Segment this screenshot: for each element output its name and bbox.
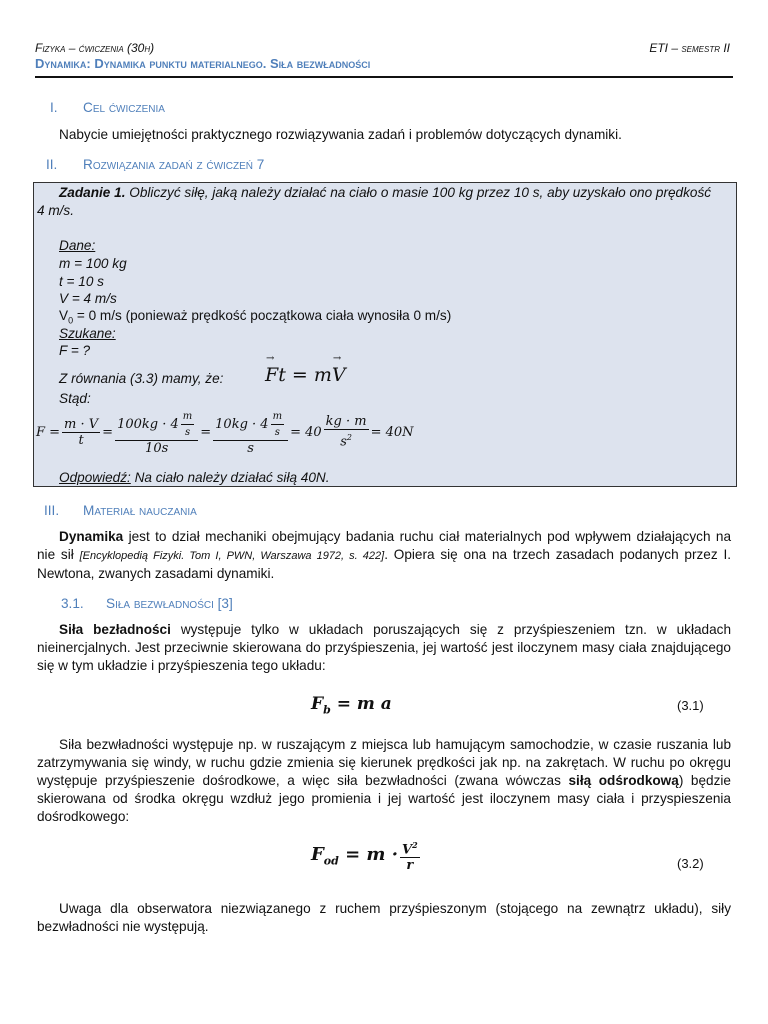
dynamics-reference: [Encyklopedią Fizyki. Tom I, PWN, Warszawa 1972, s. 422] [79,550,385,562]
answer-label: Odpowiedź: [59,470,131,485]
equation-3-2: $F_{od} = m$ · $\frac{V^2}{r}$ [311,840,418,874]
dynamics-paragraph [37,528,731,583]
inertial-force-text: występuje tylko w układach poruszających się z przyśpieszeniem tzn. w układach nieinercjalnych. Jest przeciwnie skierowana do przyśpieszenia, jej wartość jest iloczynem masy ciała znajdującego się w tym układzie i przyśpieszenia tego układu: [37,622,732,673]
equation-3-1: $F_b = m$ a [311,694,392,717]
task-text-1: Obliczyć siłę, jaką należy działać na ciało o masie 100 kg przez 10 s, aby uzyskało ono prędkość [129,185,712,200]
v0-subscript: 0 [68,315,74,326]
task-text-2: 4 m/s. [37,203,75,218]
centrifugal-text-a: Siła bezwładności występuje np. w ruszającym z miejsca lub hamującym samochodzie, w czasie ruszania lub zatrzymywania się windy, w ruchu gdzie zmienia się kierunek prędkości jak np. na zakrętach. W ruchu po okręgu występuje przyśpieszenie dośrodkowe, a więc siła bezwładności (zwana wówczas [37,737,731,788]
given-velocity: V = 4 m/s [59,291,117,306]
header-rule [35,76,733,78]
dynamics-text-b: . Opiera się ona na trzech zasadach podanych przez I. Newtona, zwanych zasadami dynamiki. [37,547,731,581]
momentum-equation: → Ft = m→ V [265,364,346,386]
given-initial-velocity [59,308,451,326]
given-time: t = 10 s [59,274,104,289]
inertial-force-term: Siła bezładności [59,622,171,637]
observer-note: Uwaga dla obserwatora niezwiązanego z ruchem przyśpieszonym (stojącego na zewnątrz układu), siły bezwładności nie występują. [37,901,731,934]
subsection-3-1-number: 3.1. [61,596,84,611]
header-right: ETI – semestr II [649,41,730,55]
section-3-title: Materiał nauczania [83,503,197,518]
task-label: Zadanie 1. [59,185,126,200]
v0-symbol: V [59,308,69,323]
section-2-title: Rozwiązania zadań z ćwiczeń 7 [83,157,265,172]
dynamics-text-a: jest to dział mechaniki obejmujący badania ruchu ciał materialnych pod wpływem działających na nie sił [37,529,731,562]
inertial-force-paragraph [37,621,731,675]
section-1-title: Cel ćwiczenia [83,100,165,115]
centrifugal-term: siłą odśrodkową [568,773,679,788]
equation-3-2-number: (3.2) [677,856,704,871]
sought-label: Szukane: [59,326,116,341]
section-2-number: II. [46,157,58,172]
answer-text: Na ciało należy działać siłą 40N. [130,470,330,485]
header-course: Fizyka – ćwiczenia (30h) [35,41,155,55]
given-mass: m = 100 kg [59,256,127,271]
task-statement [59,185,734,200]
sought-value: F = ? [59,343,91,358]
given-label: Dane: [59,238,96,253]
section-1-text: Nabycie umiejętności praktycznego rozwiązywania zadań i problemów dotyczących dynamiki. [59,127,622,142]
section-3-number: III. [44,503,60,518]
answer [59,470,330,485]
centrifugal-paragraph [37,736,731,826]
equation-3-1-number: (3.1) [677,698,704,713]
header-topic: Dynamika: Dynamika punktu materialnego. Siła bezwładności [35,56,371,71]
hence-text: Stąd: [59,391,91,406]
centrifugal-text-b: ) będzie skierowana od środka okręgu wzdłuż jego promienia i jej wartość jest iloczynem masy ciała i przyspieszenia dośrodkowego: [37,773,731,824]
subsection-3-1-title: Siła bezwładności [3] [106,596,233,611]
dynamics-term: Dynamika [59,529,124,544]
from-equation-text: Z równania (3.3) mamy, że: [59,371,224,386]
v0-text: = 0 m/s (ponieważ prędkość początkowa ciała wynosiła 0 m/s) [73,308,452,323]
section-1-number: I. [50,100,58,115]
force-calculation: F = $\frac{m \cdot V}{t}$ = 100kg · 4 $\frac{m}{s}$ 10s = 10kg · 4 $\frac{m}{s}$ s = 40 $\frac{kg \cdot m}{s^2}$ = 40N [36,410,414,456]
